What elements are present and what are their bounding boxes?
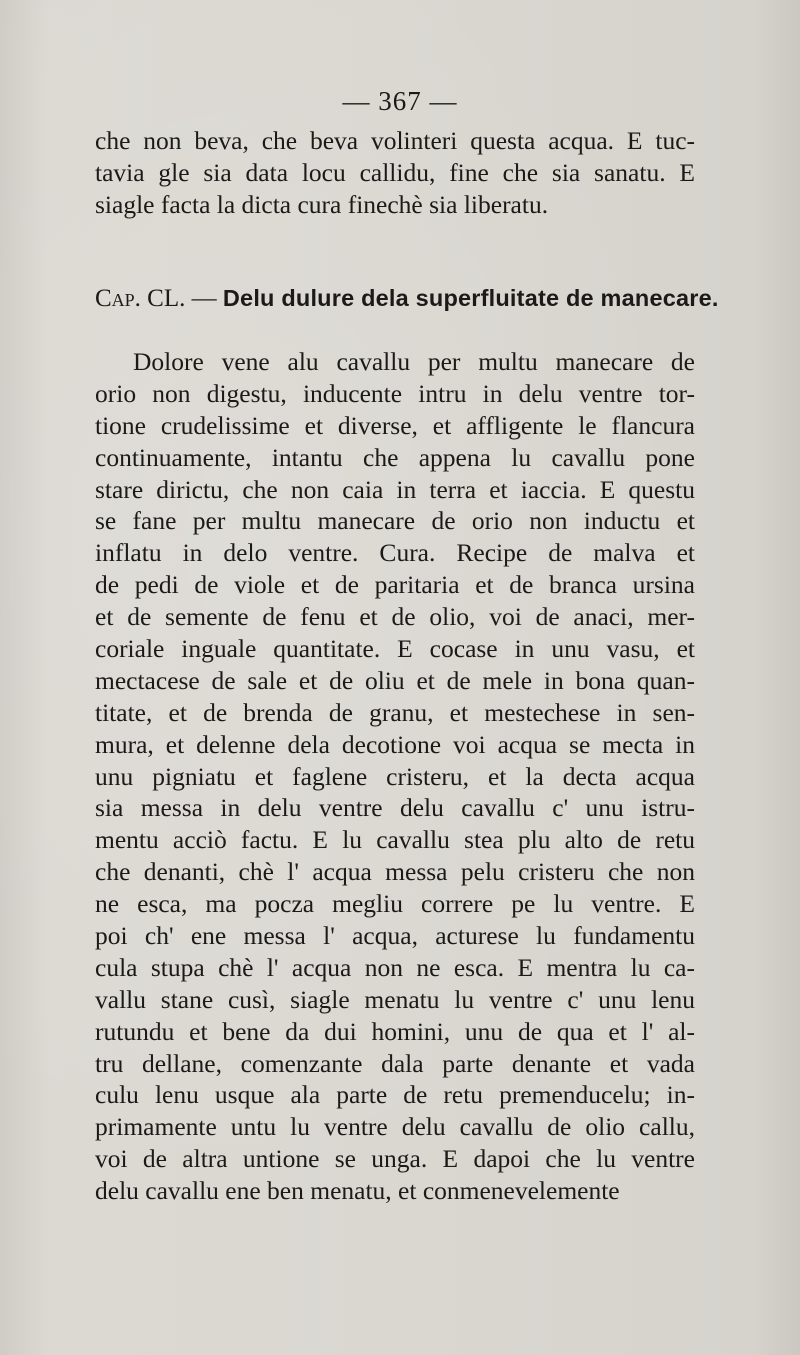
text-line: tione crudelissime et diverse, et affligente le flancura	[95, 410, 695, 440]
chapter-number: Cap. CL. —	[95, 285, 217, 312]
text-line: cula stupa chè l' acqua non ne esca. E mentra lu ca-	[95, 952, 695, 982]
text-line: de pedi de viole et de paritaria et de branca ursina	[95, 570, 695, 600]
text-line: ne esca, ma pocza megliu correre pe lu ventre. E	[95, 889, 695, 919]
text-line: tru dellane, comenzante dala parte denante et vada	[95, 1048, 695, 1078]
text-line: se fane per multu manecare de orio non inductu et	[95, 506, 695, 536]
intro-paragraph	[95, 125, 695, 221]
text-line: sia messa in delu ventre delu cavallu c' unu istru-	[95, 793, 695, 823]
text-line: unu pigniatu et faglene cristeru, et la decta acqua	[95, 761, 695, 791]
text-line: tavia gle sia data locu callidu, fine che sia sanatu. E	[95, 157, 695, 187]
text-line: orio non digestu, inducente intru in delu ventre tor-	[95, 378, 695, 408]
text-line: delu cavallu ene ben menatu, et conmenevelemente	[95, 1176, 620, 1206]
text-line: mentu acciò factu. E lu cavallu stea plu alto de retu	[95, 825, 695, 855]
text-line: voi de altra untione se unga. E dapoi che lu ventre	[95, 1144, 695, 1174]
text-line: che denanti, chè l' acqua messa pelu cristeru che non	[95, 857, 695, 887]
text-line: culu lenu usque ala parte de retu premenducelu; in-	[95, 1080, 695, 1110]
text-line: che non beva, che beva volinteri questa acqua. E tuc-	[95, 126, 695, 155]
text-line: poi ch' ene messa l' acqua, acturese lu fundamentu	[95, 921, 695, 951]
chapter-heading	[95, 282, 719, 315]
text-line: rutundu et bene da dui homini, unu de qua et l' al-	[95, 1016, 695, 1046]
text-line: stare dirictu, che non caia in terra et iaccia. E questu	[95, 474, 695, 504]
chapter-title: Delu dulure dela superfluitate de manecare.	[222, 285, 719, 311]
text-line: et de semente de fenu et de olio, voi de anaci, mer-	[95, 602, 695, 632]
text-line: vallu stane cusì, siagle menatu lu ventre c' unu lenu	[95, 984, 695, 1014]
text-line: coriale inguale quantitate. E cocase in unu vasu, et	[95, 634, 695, 664]
main-paragraph	[95, 346, 695, 1207]
page-number: — 367 —	[342, 86, 458, 116]
text-line: mura, et delenne dela decotione voi acqua se mecta in	[95, 729, 695, 759]
text-line: Dolore vene alu cavallu per multu manecare de	[133, 347, 695, 376]
text-line: siagle facta la dicta cura finechè sia liberatu.	[95, 189, 549, 219]
text-line: continuamente, intantu che appena lu cavallu pone	[95, 442, 695, 472]
text-line: inflatu in delo ventre. Cura. Recipe de malva et	[95, 538, 695, 568]
text-line: mectacese de sale et de oliu et de mele in bona quan-	[95, 665, 695, 695]
text-line: primamente untu lu ventre delu cavallu de olio callu,	[95, 1112, 695, 1142]
text-line: titate, et de brenda de granu, et mestechese in sen-	[95, 697, 695, 727]
